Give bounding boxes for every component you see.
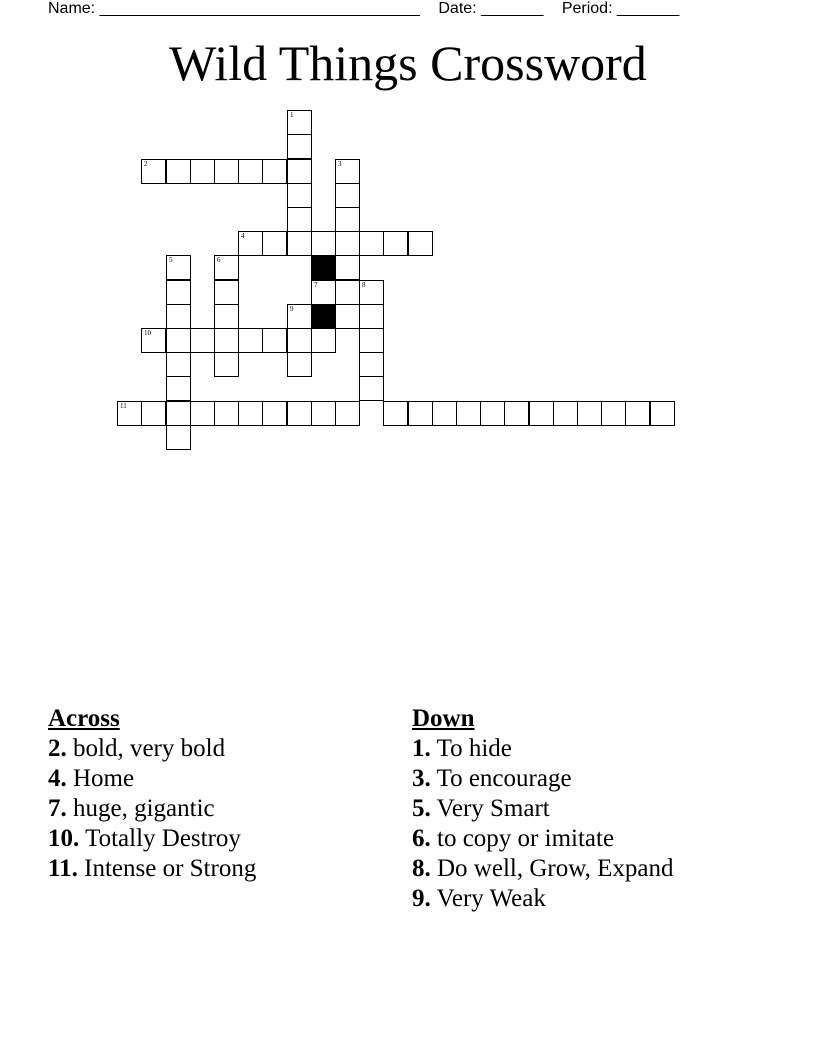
grid-cell[interactable] bbox=[287, 207, 312, 232]
clue-text: bold, very bold bbox=[73, 735, 226, 762]
grid-cell[interactable] bbox=[335, 183, 360, 208]
clue-number-label: 7 bbox=[314, 281, 318, 289]
grid-cell[interactable] bbox=[166, 304, 191, 329]
crossword-grid bbox=[0, 0, 816, 520]
clue-number: 2. bbox=[48, 735, 67, 762]
grid-cell[interactable] bbox=[359, 280, 384, 305]
grid-cell[interactable] bbox=[214, 401, 239, 426]
clue-text: Totally Destroy bbox=[85, 825, 241, 852]
grid-cell[interactable] bbox=[287, 134, 312, 159]
grid-cell[interactable] bbox=[141, 328, 166, 353]
grid-cell[interactable] bbox=[383, 231, 408, 256]
clue-number: 5. bbox=[412, 795, 431, 822]
grid-cell[interactable] bbox=[238, 159, 263, 184]
clue-number-label: 11 bbox=[120, 402, 127, 410]
grid-cell[interactable] bbox=[287, 159, 312, 184]
grid-cell[interactable] bbox=[166, 425, 191, 450]
grid-cell[interactable] bbox=[359, 304, 384, 329]
name-field-label: Name: ____________________________________ bbox=[48, 0, 420, 17]
grid-cell[interactable] bbox=[335, 255, 360, 280]
grid-cell[interactable] bbox=[190, 328, 215, 353]
across-heading: Across bbox=[48, 705, 120, 732]
clue-down-3 bbox=[412, 764, 674, 794]
grid-cell[interactable] bbox=[238, 328, 263, 353]
clue-number-label: 5 bbox=[169, 256, 173, 264]
grid-cell[interactable] bbox=[141, 401, 166, 426]
clue-number-label: 9 bbox=[290, 305, 294, 313]
grid-cell[interactable] bbox=[311, 280, 336, 305]
clue-number: 4. bbox=[48, 765, 67, 792]
clue-text: Do well, Grow, Expand bbox=[437, 855, 674, 882]
clue-text: Home bbox=[73, 765, 135, 792]
grid-cell[interactable] bbox=[359, 376, 384, 401]
grid-cell[interactable] bbox=[166, 280, 191, 305]
clue-number: 7. bbox=[48, 795, 67, 822]
grid-cell[interactable] bbox=[335, 280, 360, 305]
clue-across-2 bbox=[48, 734, 256, 764]
clue-number-label: 10 bbox=[144, 329, 151, 337]
clue-number-label: 8 bbox=[362, 281, 366, 289]
grid-cell[interactable] bbox=[601, 401, 626, 426]
grid-cell[interactable] bbox=[287, 183, 312, 208]
grid-cell[interactable] bbox=[287, 304, 312, 329]
grid-cell[interactable] bbox=[190, 159, 215, 184]
grid-cell[interactable] bbox=[214, 280, 239, 305]
clue-number: 6. bbox=[412, 825, 431, 852]
clue-text: To encourage bbox=[436, 765, 572, 792]
clue-number-label: 1 bbox=[290, 111, 294, 119]
page-title: Wild Things Crossword bbox=[169, 35, 647, 91]
grid-cell[interactable] bbox=[311, 401, 336, 426]
grid-cell[interactable] bbox=[504, 401, 529, 426]
clue-number: 11. bbox=[48, 855, 78, 882]
grid-cell[interactable] bbox=[287, 110, 312, 135]
grid-cell[interactable] bbox=[214, 159, 239, 184]
clue-number: 10. bbox=[48, 825, 80, 852]
grid-cell[interactable] bbox=[166, 255, 191, 280]
clue-number: 1. bbox=[412, 735, 431, 762]
clue-text: Very Smart bbox=[436, 795, 550, 822]
across-clues bbox=[48, 704, 256, 884]
clue-across-7 bbox=[48, 794, 256, 824]
grid-cell[interactable] bbox=[311, 231, 336, 256]
period-field-label: Period: _______ bbox=[561, 0, 680, 17]
clue-across-10 bbox=[48, 824, 256, 854]
clue-across-4 bbox=[48, 764, 256, 794]
grid-cell[interactable] bbox=[166, 376, 191, 401]
grid-cell[interactable] bbox=[335, 207, 360, 232]
clue-down-1 bbox=[412, 734, 674, 764]
clue-down-9 bbox=[412, 884, 674, 914]
clue-across-11 bbox=[48, 854, 256, 884]
grid-cell[interactable] bbox=[262, 231, 287, 256]
grid-cell[interactable] bbox=[529, 401, 554, 426]
clue-number-label: 2 bbox=[144, 160, 148, 168]
grid-cell[interactable] bbox=[335, 401, 360, 426]
grid-cell[interactable] bbox=[359, 328, 384, 353]
grid-cell[interactable] bbox=[625, 401, 650, 426]
grid-cell[interactable] bbox=[359, 231, 384, 256]
grid-cell[interactable] bbox=[456, 401, 481, 426]
grid-cell[interactable] bbox=[166, 159, 191, 184]
down-clues bbox=[412, 704, 674, 914]
clue-number-label: 3 bbox=[338, 160, 342, 168]
grid-cell[interactable] bbox=[432, 401, 457, 426]
grid-cell[interactable] bbox=[117, 401, 142, 426]
grid-cell[interactable] bbox=[262, 401, 287, 426]
grid-cell[interactable] bbox=[408, 231, 433, 256]
clue-number: 8. bbox=[412, 855, 431, 882]
grid-cell[interactable] bbox=[166, 352, 191, 377]
grid-cell[interactable] bbox=[287, 328, 312, 353]
grid-cell[interactable] bbox=[335, 159, 360, 184]
grid-cell[interactable] bbox=[238, 401, 263, 426]
grid-cell[interactable] bbox=[190, 401, 215, 426]
grid-cell[interactable] bbox=[408, 401, 433, 426]
grid-cell[interactable] bbox=[287, 231, 312, 256]
grid-cell[interactable] bbox=[335, 231, 360, 256]
clue-down-5 bbox=[412, 794, 674, 824]
grid-cell[interactable] bbox=[214, 352, 239, 377]
clue-number-label: 6 bbox=[217, 256, 221, 264]
clue-text: huge, gigantic bbox=[73, 795, 215, 822]
grid-cell[interactable] bbox=[214, 328, 239, 353]
clue-number-label: 4 bbox=[241, 232, 245, 240]
grid-cell[interactable] bbox=[480, 401, 505, 426]
grid-cell[interactable] bbox=[335, 304, 360, 329]
grid-cell[interactable] bbox=[262, 159, 287, 184]
date-field-label: Date: _______ bbox=[438, 0, 544, 17]
grid-cell[interactable] bbox=[287, 352, 312, 377]
down-heading: Down bbox=[412, 705, 475, 732]
grid-cell[interactable] bbox=[141, 159, 166, 184]
clue-text: to copy or imitate bbox=[437, 825, 615, 852]
grid-cell[interactable] bbox=[238, 231, 263, 256]
clue-text: Very Weak bbox=[436, 885, 546, 912]
grid-cell[interactable] bbox=[311, 328, 336, 353]
grid-cell[interactable] bbox=[214, 304, 239, 329]
clue-number: 9. bbox=[412, 885, 431, 912]
grid-cell[interactable] bbox=[214, 255, 239, 280]
blocked-cell bbox=[311, 255, 336, 280]
grid-cell[interactable] bbox=[262, 328, 287, 353]
clue-down-8 bbox=[412, 854, 674, 884]
clue-number: 3. bbox=[412, 765, 431, 792]
grid-cell[interactable] bbox=[166, 401, 191, 426]
grid-cell[interactable] bbox=[359, 352, 384, 377]
clue-text: To hide bbox=[436, 735, 512, 762]
grid-cell[interactable] bbox=[577, 401, 602, 426]
grid-cell[interactable] bbox=[166, 328, 191, 353]
clue-text: Intense or Strong bbox=[84, 855, 257, 882]
grid-cell[interactable] bbox=[553, 401, 578, 426]
clue-down-6 bbox=[412, 824, 674, 854]
grid-cell[interactable] bbox=[287, 401, 312, 426]
grid-cell[interactable] bbox=[650, 401, 675, 426]
blocked-cell bbox=[311, 304, 336, 329]
grid-cell[interactable] bbox=[383, 401, 408, 426]
